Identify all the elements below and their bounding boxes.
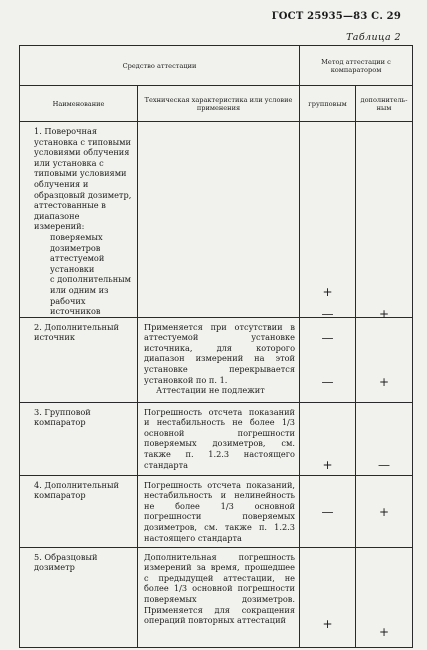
row-4-group-mark: — <box>321 504 334 519</box>
col-group-means: Средство аттестации <box>20 46 300 86</box>
row-2-group <box>300 317 356 402</box>
table-row <box>20 475 413 547</box>
col-group-method: Метод аттестации с компаратором <box>300 46 413 86</box>
row-1-group <box>300 122 356 321</box>
row-3-group <box>300 402 356 475</box>
row-4-name: 4. Дополнительный компаратор <box>20 475 138 547</box>
header-row-2 <box>20 86 413 122</box>
row-5-extra-mark: + <box>378 624 390 639</box>
row-2-extra-mark-2: + <box>378 374 390 389</box>
row-1-sub2-group-mark: — <box>321 307 334 321</box>
row-3-name: 3. Групповой компаратор <box>20 402 138 475</box>
col-header-spec: Техническая характеристика или условие применения <box>138 86 300 122</box>
table-title: Таблица 2 <box>346 32 401 43</box>
row-4-extra <box>356 475 413 547</box>
row-2-group-mark-1: — <box>321 330 334 345</box>
row-5-name: 5. Образцовый дозиметр <box>20 547 138 647</box>
col-header-group: групповым <box>300 86 356 122</box>
row-4-spec: Погрешность отсчета показаний, нестабильность и нелинейность не более 1/3 основной погрешности поверяемых дозиметров, см. также п. 1.2.3 настоящего стандарта <box>138 475 300 547</box>
row-5-group <box>300 547 356 647</box>
row-1-spec <box>138 122 300 318</box>
attestation-table <box>19 45 413 648</box>
row-5-extra <box>356 547 413 647</box>
table-row <box>20 547 413 647</box>
row-1-name-main: 1. Поверочная установка с типовыми условиями облучения или установка с типовыми условиями облучения и образцовый дозиметр, аттестованные в диапазоне измерений: <box>34 126 132 232</box>
row-5-group-mark: + <box>322 616 333 631</box>
row-4-extra-mark: + <box>378 504 390 519</box>
row-2-spec <box>138 317 300 402</box>
col-header-extra: дополнитель-ным <box>356 86 413 122</box>
row-2-spec-note: Аттестации не подлежит <box>156 385 265 396</box>
table-row <box>20 402 413 475</box>
row-1-name-sub2: с дополнительным или одним из рабочих источников <box>50 274 132 317</box>
row-3-extra-mark: — <box>378 457 390 472</box>
header-row-1 <box>20 46 413 86</box>
row-1-name-sub1: поверяемых дозиметров аттестуемой установки <box>50 231 105 274</box>
row-4-group <box>300 475 356 547</box>
table-row <box>20 317 413 402</box>
row-5-spec: Дополнительная погрешность измерений за время, прошедшее с предыдущей аттестации, не более 1/3 основной погрешности поверяемых дозиметров. Применяется для сокращения операций повторных аттестаций <box>138 547 300 647</box>
row-1-sub1-group-mark: + <box>322 285 333 299</box>
row-3-group-mark: + <box>322 457 333 472</box>
row-1-sub2-extra-mark: + <box>378 307 390 321</box>
col-header-name: Наименование <box>20 86 138 122</box>
row-3-spec: Погрешность отсчета показаний и нестабильность не более 1/3 основной погрешности поверяемых дозиметров, см. также п. 1.2.3 настоящего стандарта <box>138 402 300 475</box>
row-2-group-mark-2: — <box>321 374 334 389</box>
row-2-extra <box>356 317 413 402</box>
table-row <box>20 122 413 318</box>
row-1-extra <box>356 122 413 321</box>
row-2-name: 2. Дополнительный источник <box>20 317 138 402</box>
row-1-name <box>20 122 138 318</box>
row-2-spec-text: Применяется при отсутствии в аттестуемой установке источника, для которого диапазон измерений на этой установке перекрывается установкой по п. 1. <box>144 321 295 385</box>
row-3-extra <box>356 402 413 475</box>
page-header: ГОСТ 25935—83 С. 29 <box>271 11 401 22</box>
